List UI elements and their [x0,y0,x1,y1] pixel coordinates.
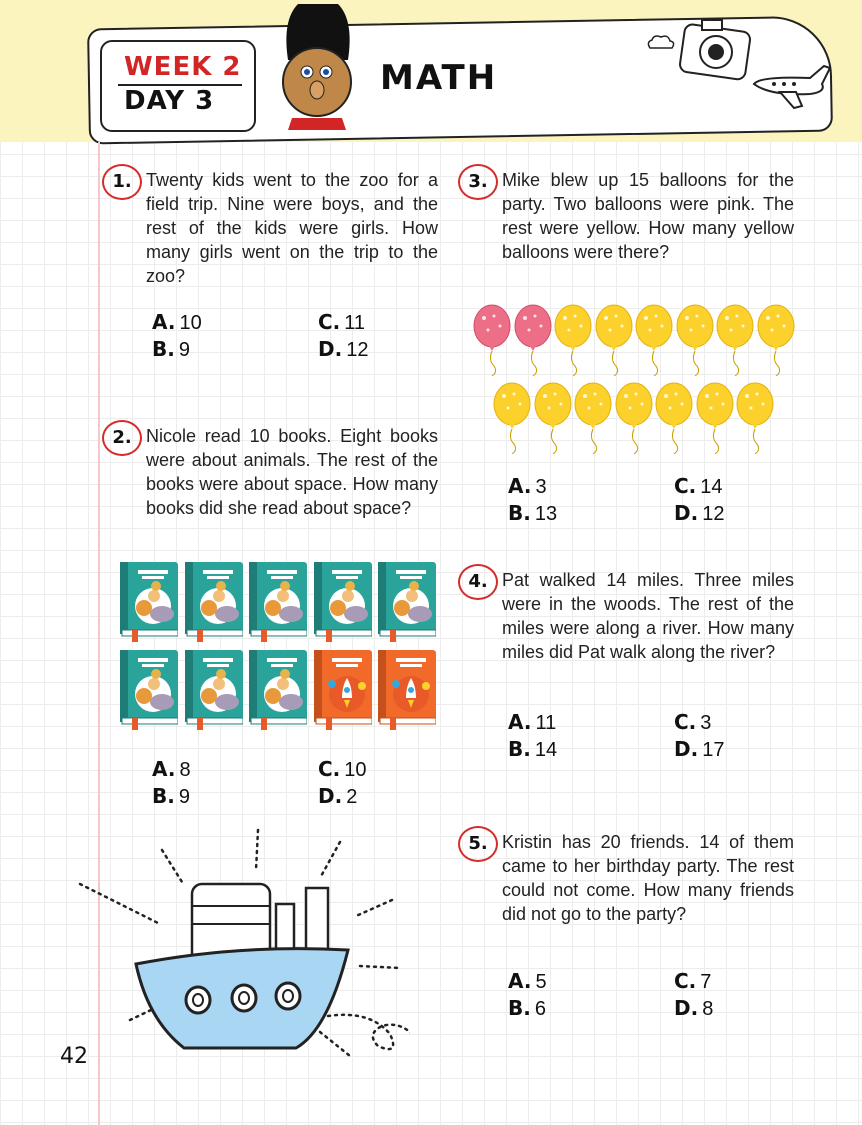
answer-option[interactable]: D. 8 [674,996,714,1020]
animal-book-icon [120,650,178,730]
page-number: 42 [60,1044,88,1069]
balloon-icon [756,304,796,376]
day-label: DAY 3 [124,86,215,116]
question-text: Nicole read 10 books. Eight books were about animals. The rest of the books were about space. How many books did she read about space? [146,426,438,518]
animal-book-icon [185,650,243,730]
balloon-icon [492,382,532,454]
balloon-icon [513,304,553,376]
animal-book-icon [314,562,372,642]
balloon-icon [654,382,694,454]
animal-book-icon [120,562,178,642]
answer-option[interactable]: D. 2 [318,784,358,808]
answer-option[interactable]: C. 11 [318,310,366,334]
answer-option[interactable]: B. 9 [152,784,190,808]
balloon-icon [735,382,775,454]
question-text: Twenty kids went to the zoo for a field trip. Nine were boys, and the rest of the kids were girls. How many girls went on the trip to the zoo? [146,170,438,286]
balloon-icon [573,382,613,454]
answer-option[interactable]: A. 5 [508,969,547,993]
balloon-icon [715,304,755,376]
answer-option[interactable]: B. 9 [152,337,190,361]
answer-option[interactable]: C. 14 [674,474,723,498]
animal-book-icon [378,562,436,642]
answer-option[interactable]: D. 17 [674,737,725,761]
balloon-icon [553,304,593,376]
answer-option[interactable]: B. 14 [508,737,558,761]
question-text: Kristin has 20 friends. 14 of them came to her birthday party. The rest could not come. How many friends did not go to the party? [502,832,794,924]
question-number: 2. [102,420,142,456]
answer-option[interactable]: B. 13 [508,501,558,525]
guard-mascot-icon [276,0,358,130]
boat-illustration-icon [70,820,410,1080]
answer-option[interactable]: B. 6 [508,996,546,1020]
page-title: MATH [380,58,498,98]
airplane-icon [750,62,832,112]
question-number: 1. [102,164,142,200]
answer-option[interactable]: D. 12 [318,337,369,361]
space-book-icon [314,650,372,730]
question-number: 4. [458,564,498,600]
answer-option[interactable]: C. 3 [674,710,712,734]
space-book-icon [378,650,436,730]
balloon-icon [533,382,573,454]
balloon-icon [695,382,735,454]
balloon-icon [472,304,512,376]
balloon-icon [675,304,715,376]
balloon-icon [594,304,634,376]
week-label: WEEK 2 [124,52,242,82]
cloud-icon [646,34,676,52]
answer-option[interactable]: C. 7 [674,969,712,993]
question-number: 3. [458,164,498,200]
question-text: Pat walked 14 miles. Three miles were in the woods. The rest of the miles were along a river. How many miles did Pat walk along the river? [502,570,794,662]
animal-book-icon [185,562,243,642]
answer-option[interactable]: A. 3 [508,474,547,498]
answer-option[interactable]: D. 12 [674,501,725,525]
balloon-icon [634,304,674,376]
animal-book-icon [249,650,307,730]
answer-option[interactable]: A. 8 [152,757,191,781]
question-number: 5. [458,826,498,862]
animal-book-icon [249,562,307,642]
answer-option[interactable]: C. 10 [318,757,367,781]
question-text: Mike blew up 15 balloons for the party. Two balloons were pink. The rest were yellow. How many yellow balloons were there? [502,170,794,262]
balloon-icon [614,382,654,454]
answer-option[interactable]: A. 10 [152,310,202,334]
camera-icon [676,10,756,82]
answer-option[interactable]: A. 11 [508,710,557,734]
